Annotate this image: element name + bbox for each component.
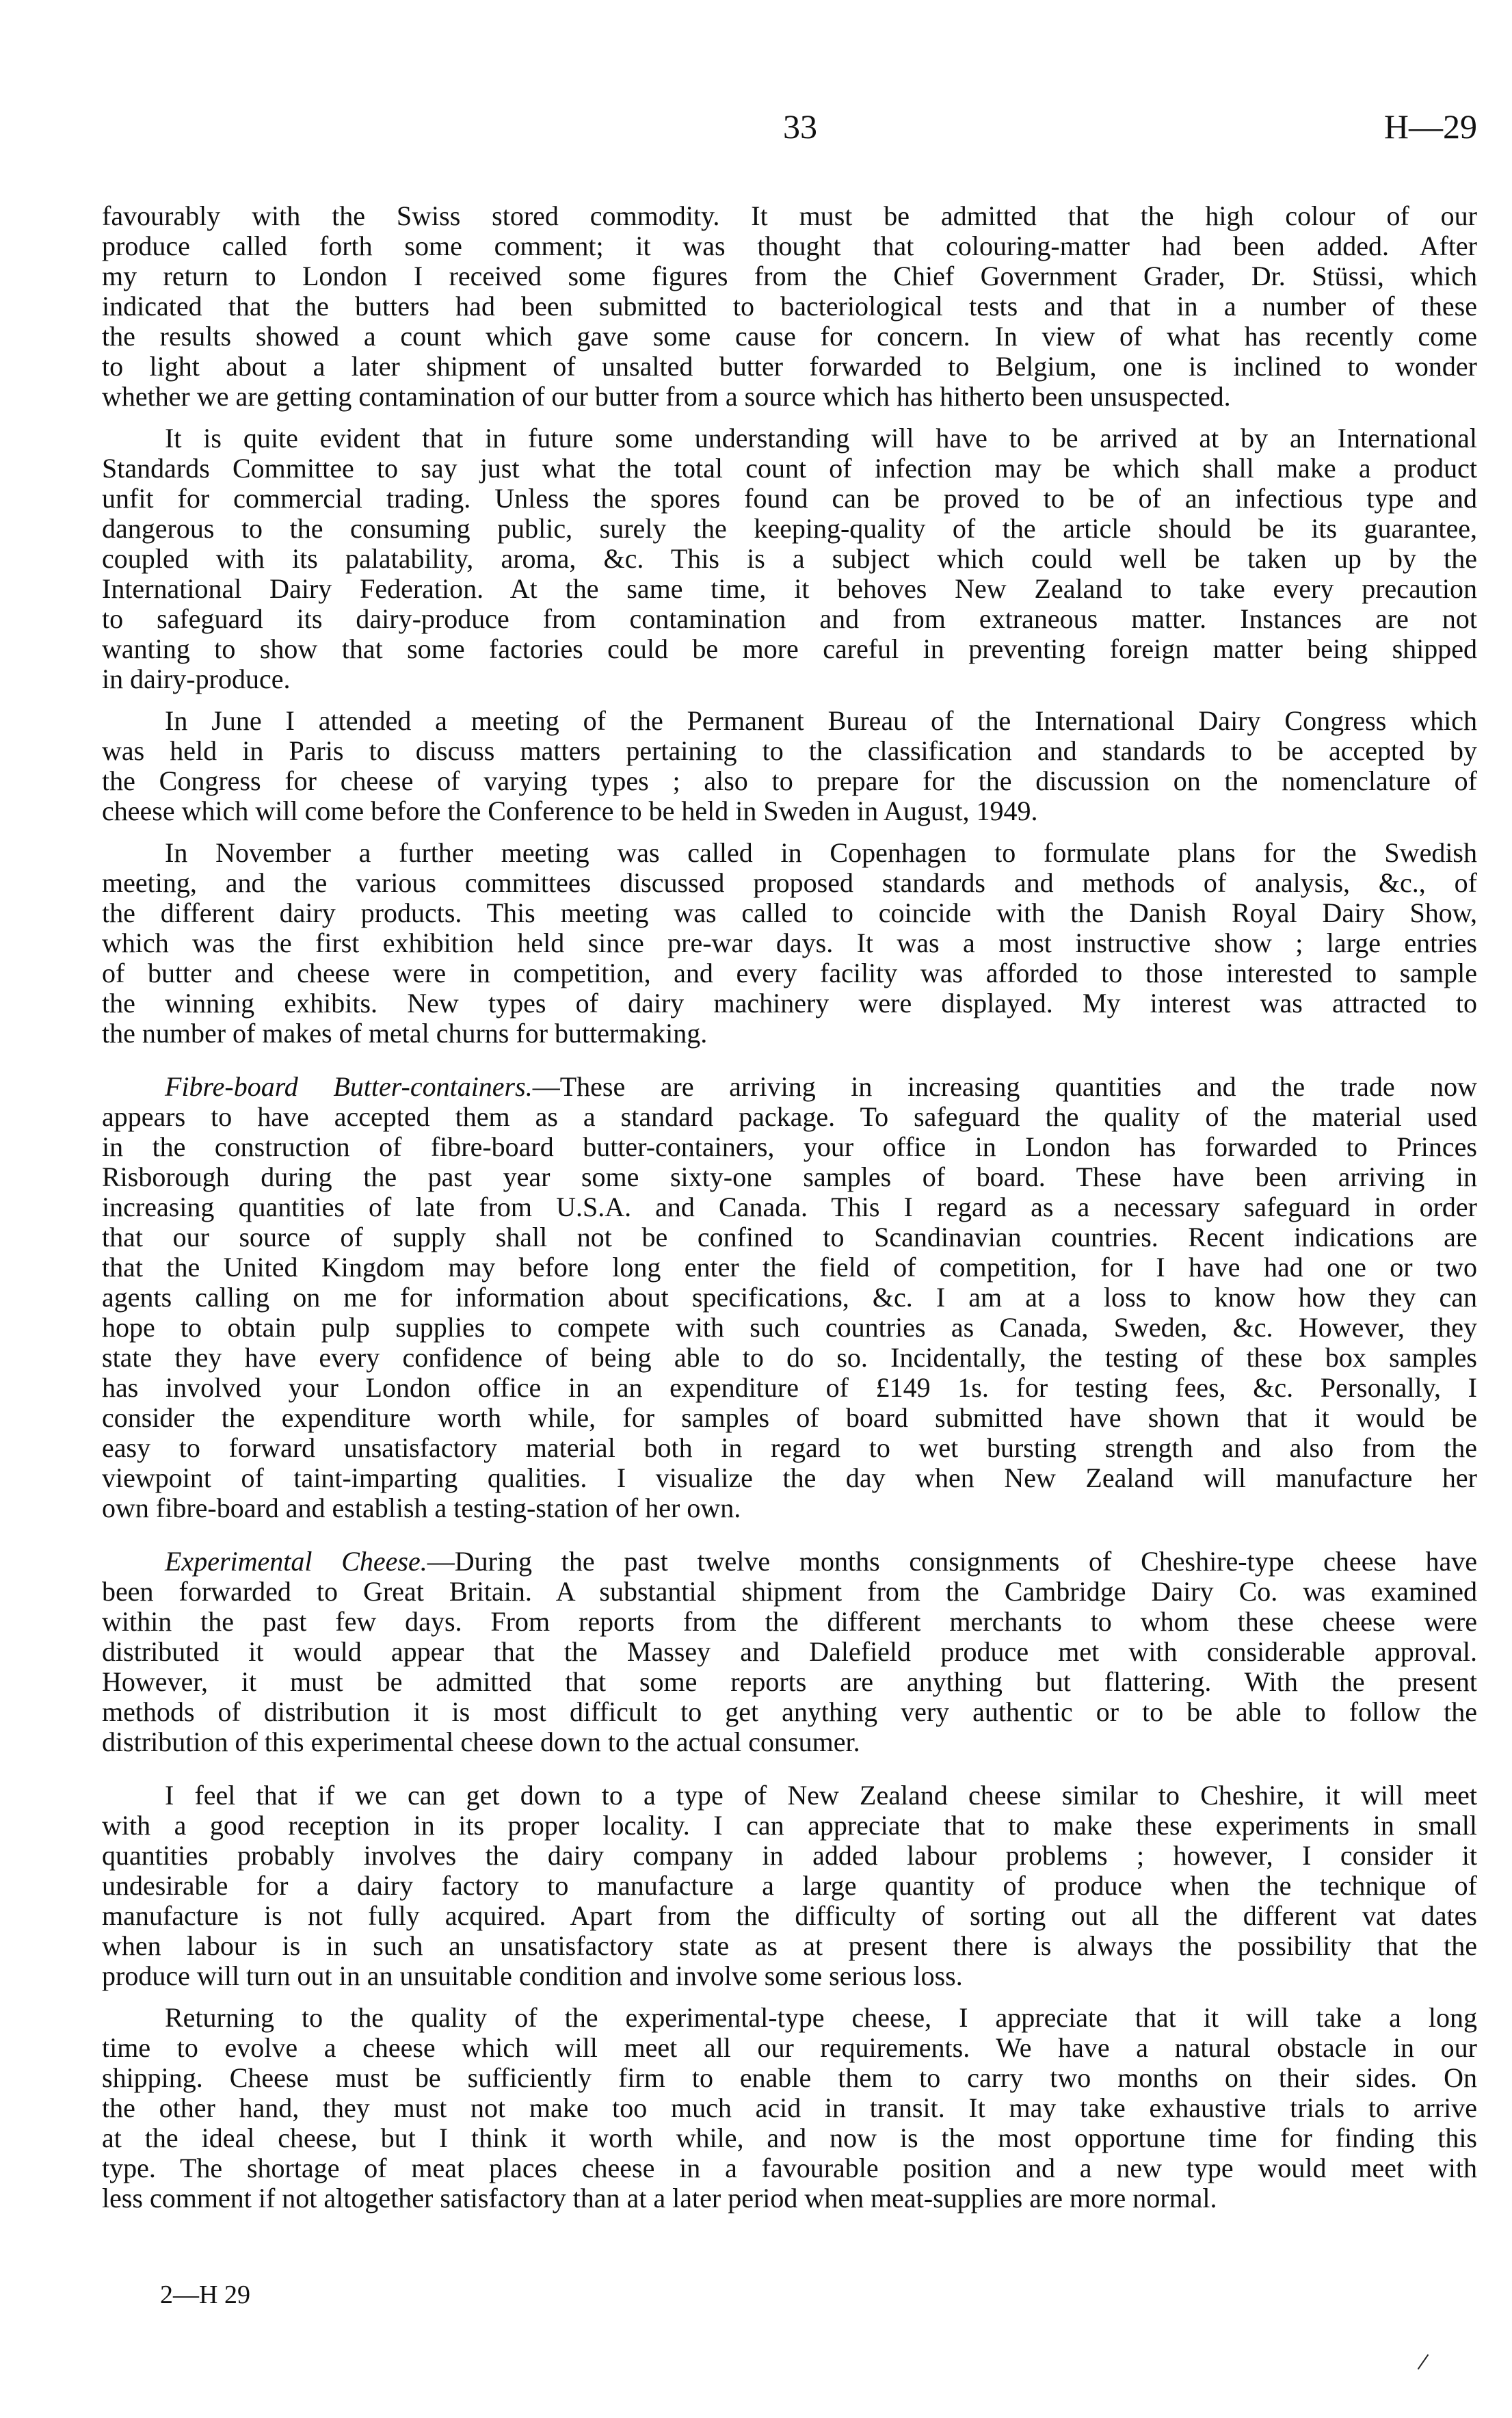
paragraph bbox=[102, 2003, 1477, 2213]
text-line: the number of makes of metal churns for buttermaking. bbox=[102, 1019, 708, 1049]
line-text: —During the past twelve months consignments of Cheshire-type cheese have bbox=[427, 1547, 1477, 1577]
text-line: time to evolve a cheese which will meet all our requirements. We have a natural obstacle in our bbox=[102, 2033, 1477, 2063]
text-line: the Congress for cheese of varying types ; also to prepare for the discussion on the nomenclature of bbox=[102, 766, 1477, 796]
text-line: dangerous to the consuming public, surely the keeping-quality of the article should be its guarantee, bbox=[102, 514, 1477, 544]
text-line: indicated that the butters had been submitted to bacteriological tests and that in a number of these bbox=[102, 291, 1477, 321]
text-line: type. The shortage of meat places cheese in a favourable position and a new type would meet with bbox=[102, 2153, 1477, 2183]
text-line: consider the expenditure worth while, for samples of board submitted have shown that it would be bbox=[102, 1403, 1477, 1433]
text-line: which was the first exhibition held since pre-war days. It was a most instructive show ; large entries bbox=[102, 928, 1477, 958]
text-line: unfit for commercial trading. Unless the spores found can be proved to be of an infectious type and bbox=[102, 484, 1477, 514]
pencil-mark bbox=[1418, 2354, 1429, 2369]
paragraph bbox=[102, 706, 1477, 826]
text-line: own fibre-board and establish a testing-station of her own. bbox=[102, 1493, 741, 1523]
text-line: to light about a later shipment of unsalted butter forwarded to Belgium, one is inclined to wonder bbox=[102, 352, 1477, 382]
section-heading: Experimental Cheese. bbox=[165, 1547, 427, 1577]
text-line: easy to forward unsatisfactory material both in regard to wet bursting strength and also from the bbox=[102, 1433, 1477, 1463]
text-line: appears to have accepted them as a standard package. To safeguard the quality of the material used bbox=[102, 1102, 1477, 1132]
text-line bbox=[102, 1072, 1477, 1102]
text-line: the results showed a count which gave some cause for concern. In view of what has recently come bbox=[102, 321, 1477, 352]
text-line: coupled with its palatability, aroma, &c. This is a subject which could well be taken up by the bbox=[102, 544, 1477, 574]
text-line: to safeguard its dairy-produce from contamination and from extraneous matter. Instances are not bbox=[102, 604, 1477, 634]
paragraph bbox=[102, 201, 1477, 412]
text-line: However, it must be admitted that some reports are anything but flattering. With the present bbox=[102, 1667, 1477, 1697]
section-paragraph bbox=[102, 1547, 1477, 1757]
text-line: undesirable for a dairy factory to manufacture a large quantity of produce when the technique of bbox=[102, 1871, 1477, 1901]
text-line: shipping. Cheese must be sufficiently firm to enable them to carry two months on their sides. On bbox=[102, 2063, 1477, 2093]
text-line: produce called forth some comment; it was thought that colouring-matter had been added. After bbox=[102, 231, 1477, 261]
text-line: hope to obtain pulp supplies to compete with such countries as Canada, Sweden, &c. However, they bbox=[102, 1313, 1477, 1343]
body-text bbox=[102, 201, 1477, 2213]
text-line: International Dairy Federation. At the same time, it behoves New Zealand to take every precaution bbox=[102, 574, 1477, 604]
text-line: at the ideal cheese, but I think it worth while, and now is the most opportune time for finding this bbox=[102, 2123, 1477, 2153]
text-line: viewpoint of taint-imparting qualities. I visualize the day when New Zealand will manufacture her bbox=[102, 1463, 1477, 1493]
text-line: It is quite evident that in future some understanding will have to be arrived at by an International bbox=[165, 423, 1477, 454]
text-line: quantities probably involves the dairy company in added labour problems ; however, I consider it bbox=[102, 1841, 1477, 1871]
signature-code: 2—H 29 bbox=[160, 2281, 250, 2309]
page-number: 33 bbox=[783, 107, 817, 146]
text-line: In June I attended a meeting of the Permanent Bureau of the International Dairy Congress which bbox=[165, 706, 1477, 736]
paragraph bbox=[102, 423, 1477, 694]
paragraph bbox=[102, 1780, 1477, 1991]
text-line: when labour is in such an unsatisfactory state as at present there is always the possibility that the bbox=[102, 1931, 1477, 1961]
text-line: within the past few days. From reports from the different merchants to whom these cheese were bbox=[102, 1607, 1477, 1637]
text-line bbox=[102, 1547, 1477, 1577]
text-line: been forwarded to Great Britain. A substantial shipment from the Cambridge Dairy Co. was examined bbox=[102, 1577, 1477, 1607]
text-line: state they have every confidence of being able to do so. Incidentally, the testing of these box samples bbox=[102, 1343, 1477, 1373]
text-line: that our source of supply shall not be confined to Scandinavian countries. Recent indications are bbox=[102, 1222, 1477, 1252]
text-line: in the construction of fibre-board butter-containers, your office in London has forwarded to Princes bbox=[102, 1132, 1477, 1162]
text-line: the different dairy products. This meeting was called to coincide with the Danish Royal Dairy Show, bbox=[102, 898, 1477, 928]
text-line: In November a further meeting was called in Copenhagen to formulate plans for the Swedish bbox=[165, 838, 1477, 868]
text-line: wanting to show that some factories could be more careful in preventing foreign matter being shipped bbox=[102, 634, 1477, 664]
text-line: Returning to the quality of the experimental-type cheese, I appreciate that it will take a long bbox=[165, 2003, 1477, 2033]
text-line: that the United Kingdom may before long enter the field of competition, for I have had one or two bbox=[102, 1252, 1477, 1283]
text-line: with a good reception in its proper locality. I can appreciate that to make these experiments in small bbox=[102, 1811, 1477, 1841]
section-paragraph bbox=[102, 1072, 1477, 1523]
text-line: distributed it would appear that the Massey and Dalefield produce met with considerable approval. bbox=[102, 1637, 1477, 1667]
section-heading: Fibre-board Butter-containers. bbox=[165, 1072, 533, 1102]
text-line: the winning exhibits. New types of dairy machinery were displayed. My interest was attracted to bbox=[102, 988, 1477, 1019]
text-line: manufacture is not fully acquired. Apart from the difficulty of sorting out all the different vat dates bbox=[102, 1901, 1477, 1931]
text-line: increasing quantities of late from U.S.A. and Canada. This I regard as a necessary safeguard in order bbox=[102, 1192, 1477, 1222]
text-line: whether we are getting contamination of our butter from a source which has hitherto been unsuspected. bbox=[102, 382, 1231, 412]
text-line: favourably with the Swiss stored commodity. It must be admitted that the high colour of our bbox=[102, 201, 1477, 231]
text-line: distribution of this experimental cheese down to the actual consumer. bbox=[102, 1727, 860, 1757]
text-line: my return to London I received some figures from the Chief Government Grader, Dr. Stüssi, which bbox=[102, 261, 1477, 291]
text-line: in dairy-produce. bbox=[102, 664, 291, 694]
text-line: meeting, and the various committees discussed proposed standards and methods of analysis, &c., of bbox=[102, 868, 1477, 898]
text-line: I feel that if we can get down to a type of New Zealand cheese similar to Cheshire, it will meet bbox=[165, 1780, 1477, 1811]
text-line: was held in Paris to discuss matters pertaining to the classification and standards to be accepted by bbox=[102, 736, 1477, 766]
line-text: —These are arriving in increasing quantities and the trade now bbox=[532, 1072, 1477, 1102]
text-line: less comment if not altogether satisfactory than at a later period when meat-supplies are more normal. bbox=[102, 2183, 1217, 2213]
paragraph bbox=[102, 838, 1477, 1049]
text-line: cheese which will come before the Conference to be held in Sweden in August, 1949. bbox=[102, 796, 1038, 826]
text-line: methods of distribution it is most difficult to get anything very authentic or to be able to follow the bbox=[102, 1697, 1477, 1727]
text-line: produce will turn out in an unsuitable condition and involve some serious loss. bbox=[102, 1961, 963, 1991]
text-line: agents calling on me for information about specifications, &c. I am at a loss to know how they can bbox=[102, 1283, 1477, 1313]
text-line: has involved your London office in an expenditure of £149 1s. for testing fees, &c. Personally, I bbox=[102, 1373, 1477, 1403]
text-line: Risborough during the past year some sixty-one samples of board. These have been arriving in bbox=[102, 1162, 1477, 1192]
text-line: of butter and cheese were in competition, and every facility was afforded to those interested to sample bbox=[102, 958, 1477, 988]
text-line: Standards Committee to say just what the total count of infection may be which shall make a product bbox=[102, 454, 1477, 484]
document-code: H—29 bbox=[1383, 107, 1477, 146]
text-line: the other hand, they must not make too much acid in transit. It may take exhaustive trials to arrive bbox=[102, 2093, 1477, 2123]
